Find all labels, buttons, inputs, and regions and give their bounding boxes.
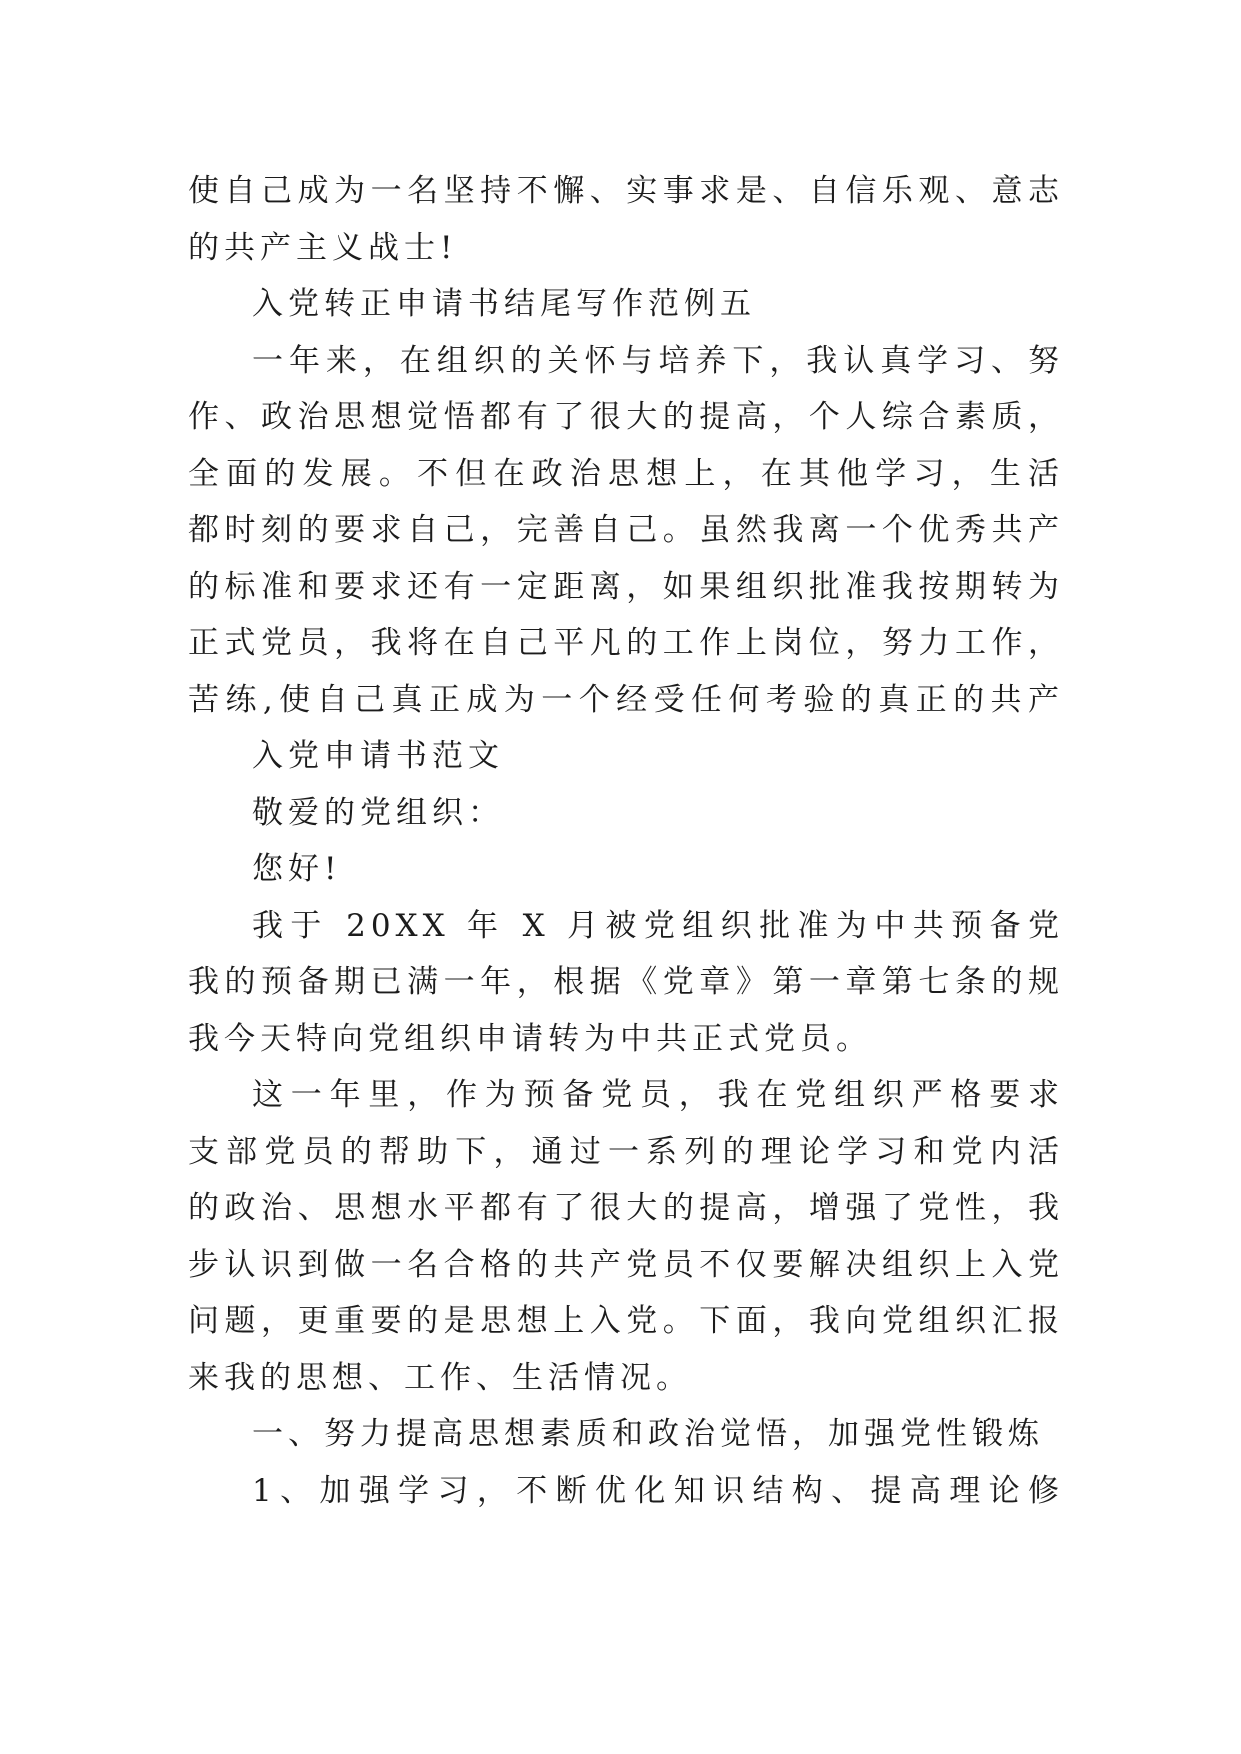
text-line: 苦练,使自己真正成为一个经受任何考验的真正的共产 — [188, 681, 1064, 718]
text-line: 入党申请书范文 — [252, 738, 504, 774]
text-line: 一、努力提高思想素质和政治觉悟，加强党性锻炼 — [252, 1416, 1044, 1452]
text-line: 的标准和要求还有一定距离，如果组织批准我按期转为 — [188, 568, 1064, 605]
text-line: 一年来，在组织的关怀与培养下，我认真学习、努 — [252, 342, 1064, 379]
text-line: 敬爱的党组织： — [252, 794, 504, 831]
text-line: 全面的发展。不但在政治思想上，在其他学习，生活 — [188, 455, 1064, 492]
text-line: 正式党员，我将在自己平凡的工作上岗位，努力工作， — [188, 625, 1064, 661]
text-line: 步认识到做一名合格的共产党员不仅要解决组织上入党 — [188, 1246, 1064, 1283]
text-line: 作、政治思想觉悟都有了很大的提高，个人综合素质， — [188, 399, 1064, 435]
document-body — [188, 163, 1064, 1519]
text-line: 我于 20XX 年 X 月被党组织批准为中共预备党 — [252, 907, 1064, 944]
text-line: 我今天特向党组织申请转为中共正式党员。 — [188, 1020, 872, 1057]
text-line: 1、加强学习，不断优化知识结构、提高理论修 — [252, 1472, 1064, 1509]
text-line: 支部党员的帮助下，通过一系列的理论学习和党内活 — [188, 1133, 1064, 1170]
text-line: 这一年里，作为预备党员，我在党组织严格要求 — [252, 1077, 1064, 1113]
text-line: 都时刻的要求自己，完善自己。虽然我离一个优秀共产 — [188, 512, 1064, 548]
text-line: 我的预备期已满一年，根据《党章》第一章第七条的规 — [188, 964, 1064, 1000]
text-line: 入党转正申请书结尾写作范例五 — [252, 286, 756, 322]
text-line: 来我的思想、工作、生活情况。 — [188, 1359, 692, 1396]
text-line: 的共产主义战士! — [188, 229, 458, 266]
text-line: 您好! — [252, 851, 342, 887]
text-line: 问题，更重要的是思想上入党。下面，我向党组织汇报 — [188, 1303, 1064, 1339]
text-line: 的政治、思想水平都有了很大的提高，增强了党性，我 — [188, 1190, 1064, 1226]
text-line: 使自己成为一名坚持不懈、实事求是、自信乐观、意志 — [188, 173, 1064, 209]
